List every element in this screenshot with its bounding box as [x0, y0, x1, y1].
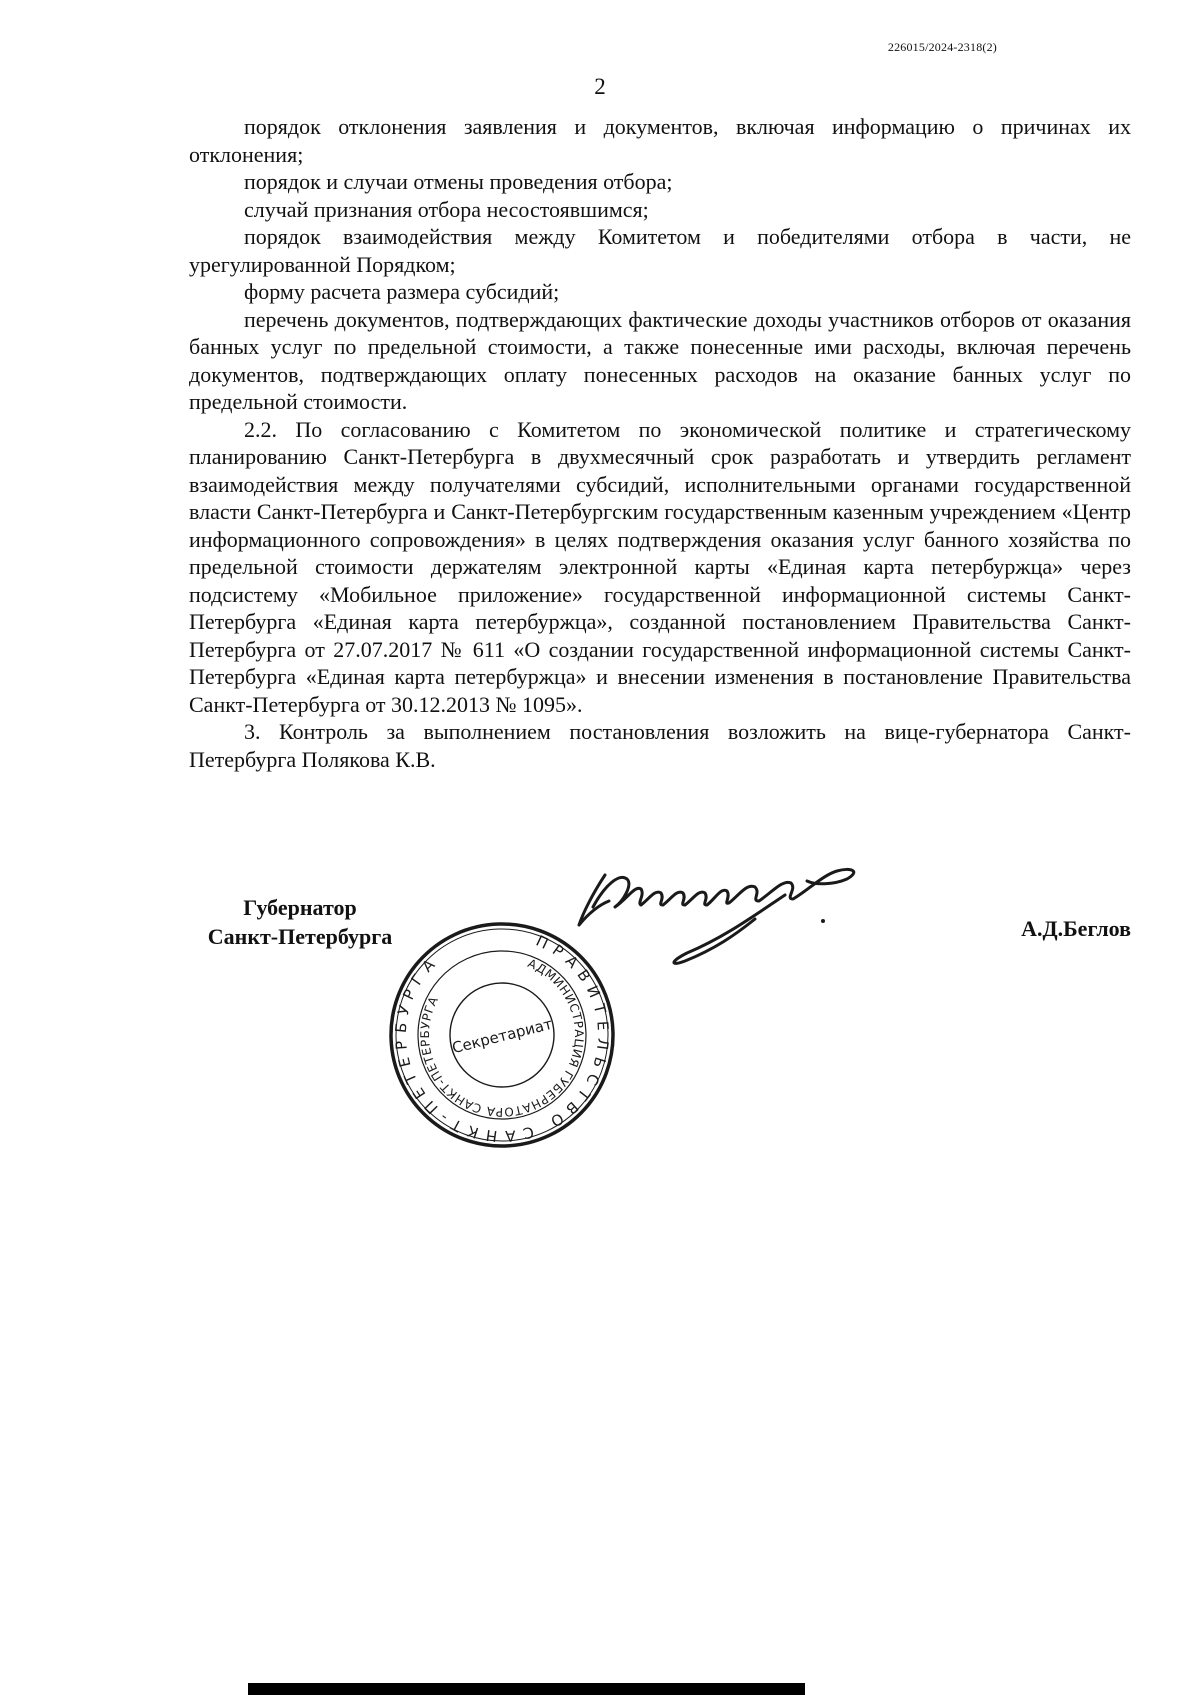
signatory-title — [190, 893, 410, 951]
seal-inner-text: АДМИНИСТРАЦИЯ ГУБЕРНАТОРА САНКТ-ПЕТЕРБУРГА — [417, 956, 587, 1120]
seal-outer-text: ПРАВИТЕЛЬСТВО САНКТ-ПЕТЕРБУРГА — [391, 931, 613, 1146]
paragraph-rejection-procedure: порядок отклонения заявления и документов, включая информацию о причинах их отклонения; — [189, 114, 1131, 167]
signatory-name: А.Д.Беглов — [1021, 916, 1131, 941]
handwritten-signature — [575, 855, 905, 975]
document-body — [189, 113, 1131, 773]
paragraph-documents-list: перечень документов, подтверждающих фактические доходы участников отборов от оказания банных услуг по предельной стоимости, а также понесенные ими расходы, включая перечень документов, подтверждающих оплату понесенных расходов на оказание банных услуг по предельной стоимости. — [189, 306, 1131, 414]
paragraph-clause-2-2: 2.2. По согласованию с Комитетом по экономической политике и стратегическому планированию Санкт-Петербурга в двухмесячный срок разработать и утвердить регламент взаимодействия между получателями субсидий, исполнительными органами государственной власти Санкт-Петербурга и Санкт-Петербургским государственным казенным учреждением «Центр информационного сопровождения» в целях подтверждения оказания услуг банного хозяйства по предельной стоимости держателям электронной карты «Единая карта петербуржца» через подсистему «Мобильное приложение» государственной информационной системы Санкт-Петербурга «Единая карта петербуржца», созданной постановлением Правительства Санкт-Петербурга от 27.07.2017 № 611 «О создании государственной информационной системы Санкт-Петербурга «Единая карта петербуржца» и внесении изменения в постановление Правительства Санкт-Петербурга от 30.12.2013 № 1095». — [189, 416, 1131, 717]
paragraph-subsidy-form: форму расчета размера субсидий; — [244, 279, 560, 304]
official-seal — [387, 920, 617, 1150]
page-number: 2 — [594, 74, 606, 99]
signatory-title-line2: Санкт-Петербурга — [207, 924, 393, 949]
document-number: 226015/2024-2318(2) — [887, 40, 997, 54]
signatory-title-line1: Губернатор — [243, 895, 357, 920]
seal-center-text: Секретариат — [450, 1014, 555, 1058]
paragraph-interaction-procedure: порядок взаимодействия между Комитетом и победителями отбора в части, не урегулированной Порядком; — [189, 224, 1131, 277]
paragraph-cancellation-procedure: порядок и случаи отмены проведения отбора; — [244, 169, 673, 194]
paragraph-selection-failed: случай признания отбора несостоявшимся; — [244, 196, 649, 222]
scan-edge-bar — [248, 1683, 805, 1695]
paragraph-clause-3: 3. Контроль за выполнением постановления возложить на вице-губернатора Санкт-Петербурга Полякова К.В. — [189, 719, 1131, 772]
